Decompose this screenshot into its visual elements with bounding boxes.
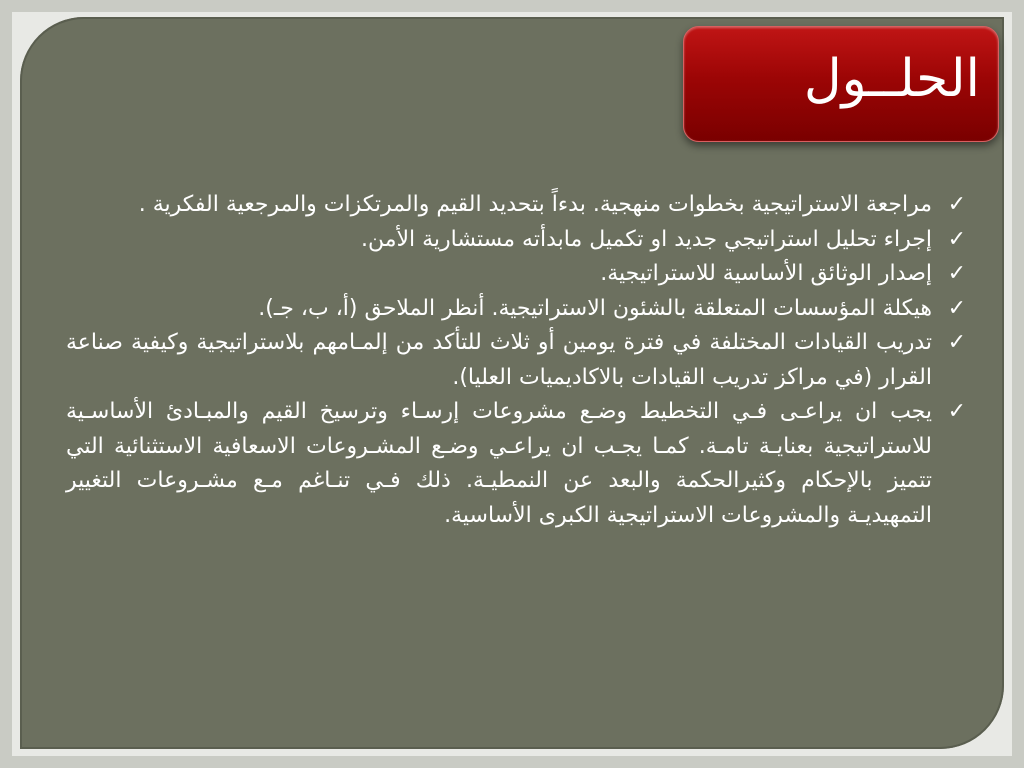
check-icon: ✓: [947, 330, 966, 355]
bullet-text: إصدار الوثائق الأساسية للاستراتيجية.: [600, 261, 932, 286]
bullet-item: [66, 257, 966, 292]
bullet-list: [66, 188, 966, 533]
bullet-text: هيكلة المؤسسات المتعلقة بالشئون الاستراتيجية. أنظر الملاحق (أ، ب، جـ).: [258, 295, 932, 321]
check-icon: ✓: [947, 192, 966, 217]
check-icon: ✓: [947, 399, 966, 424]
check-icon: ✓: [947, 261, 966, 286]
bullet-item: [66, 292, 966, 327]
bullet-item: [66, 188, 966, 223]
bullet-text: إجراء تحليل استراتيجي جديد او تكميل مابدأته مستشارية الأمن.: [360, 226, 932, 252]
bullet-text: تدريب القيادات المختلفة في فترة يومين أو ثلاث للتأكد من إلمـامهم بلاستراتيجية وكيفية صناعة القرار (في مراكز تدريب القيادات بالاكاديميات العليا).: [66, 330, 932, 390]
bullet-text: يجب ان يراعـى فـي التخطيط وضـع مشروعات إرسـاء وترسيخ القيم والمبـادئ الأساسـية للاستراتيجية بعنايـة تامـة. كمـا يجـب ان يراعـي وضـع المشـروعات الاسعافية الاستثنائية التي تتميز بالإحكام وكثيرالحكمة والبعد عن النمطيـة. ذلك فـي تنـاغم مـع مشـروعات التغيير التمهيديـة والمشروعات الاستراتيجية الكبرى الأساسية.: [66, 399, 932, 528]
title-box: [683, 26, 999, 142]
bullet-text: مراجعة الاستراتيجية بخطوات منهجية. بدءاً بتحديد القيم والمرتكزات والمرجعية الفكرية .: [138, 192, 932, 217]
bullet-item: [66, 223, 966, 258]
bullet-item: [66, 395, 966, 533]
check-icon: ✓: [947, 295, 966, 321]
bullet-item: [66, 326, 966, 395]
slide-title: الحلــول: [803, 49, 980, 109]
check-icon: ✓: [947, 226, 966, 252]
